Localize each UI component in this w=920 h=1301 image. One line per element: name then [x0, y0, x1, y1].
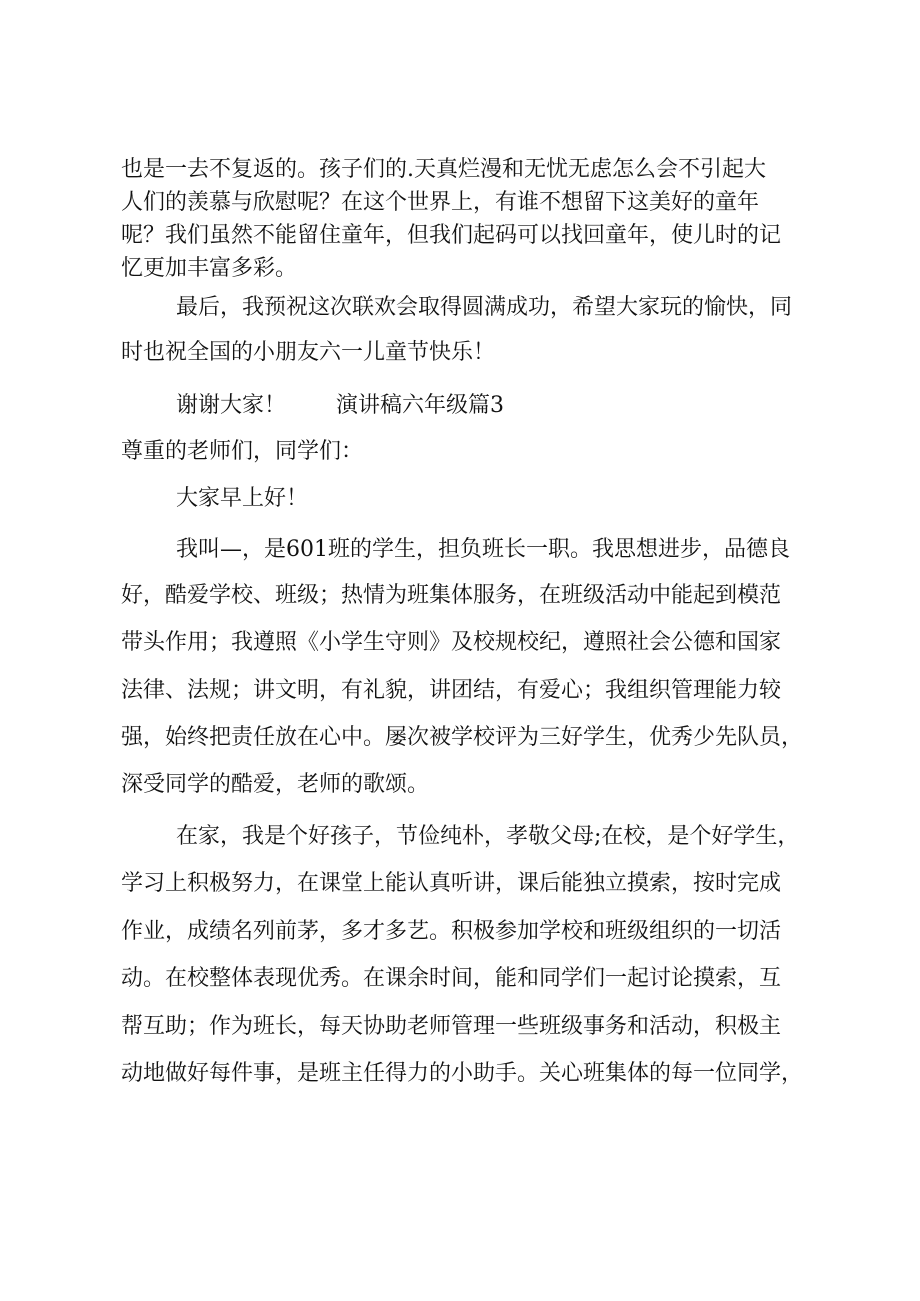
paragraph-2-line-2: 时也祝全国的小朋友六一儿童节快乐！ [121, 340, 496, 365]
thanks-text: 谢谢大家！ [176, 393, 287, 418]
paragraph-3-line-5: 强，始终把责任放在心中。屡次被学校评为三好学生，优秀少先队员， [121, 725, 804, 750]
paragraph-4-line-5: 帮互助；作为班长，每天协助老师管理一些班级事务和活动，积极主 [121, 1014, 782, 1039]
paragraph-4-line-4: 动。在校整体表现优秀。在课余时间，能和同学们一起讨论摸索，互 [121, 966, 782, 991]
paragraph-1-line-4: 忆更加丰富多彩。 [121, 256, 298, 281]
salutation: 尊重的老师们，同学们： [121, 439, 364, 464]
paragraph-2-line-1: 最后，我预祝这次联欢会取得圆满成功，希望大家玩的愉快，同 [176, 295, 793, 320]
paragraph-1-line-3: 呢？我们虽然不能留住童年，但我们起码可以找回童年，使儿时的记 [121, 223, 782, 248]
paragraph-4-line-1: 在家，我是个好孩子，节俭纯朴，孝敬父母;在校，是个好学生， [176, 824, 800, 849]
section-title: 演讲稿六年级篇3 [336, 393, 504, 418]
paragraph-3-line-1: 我叫—，是601班的学生，担负班长一职。我思想进步，品德良 [176, 537, 790, 562]
paragraph-4-line-3: 作业，成绩名列前茅，多才多艺。积极参加学校和班级组织的一切活 [121, 919, 782, 944]
paragraph-4-line-2: 学习上积极努力，在课堂上能认真听讲，课后能独立摸索，按时完成 [121, 871, 782, 896]
paragraph-1-line-2: 人们的羡慕与欣慰呢？在这个世界上，有谁不想留下这美好的童年 [121, 190, 760, 215]
paragraph-3-line-6: 深受同学的酷爱，老师的歌颂。 [121, 772, 430, 797]
paragraph-3-line-4: 法律、法规；讲文明，有礼貌，讲团结，有爱心；我组织管理能力较 [121, 678, 782, 703]
paragraph-3-line-2: 好，酷爱学校、班级；热情为班集体服务，在班级活动中能起到模范 [121, 583, 782, 608]
paragraph-4-line-6: 动地做好每件事，是班主任得力的小助手。关心班集体的每一位同学， [121, 1061, 804, 1086]
greeting: 大家早上好！ [176, 486, 309, 511]
paragraph-3-line-3: 带头作用；我遵照《小学生守则》及校规校纪，遵照社会公德和国家 [121, 630, 782, 655]
paragraph-1-line-1: 也是一去不复返的。孩子们的.天真烂漫和无忧无虑怎么会不引起大 [121, 157, 766, 182]
